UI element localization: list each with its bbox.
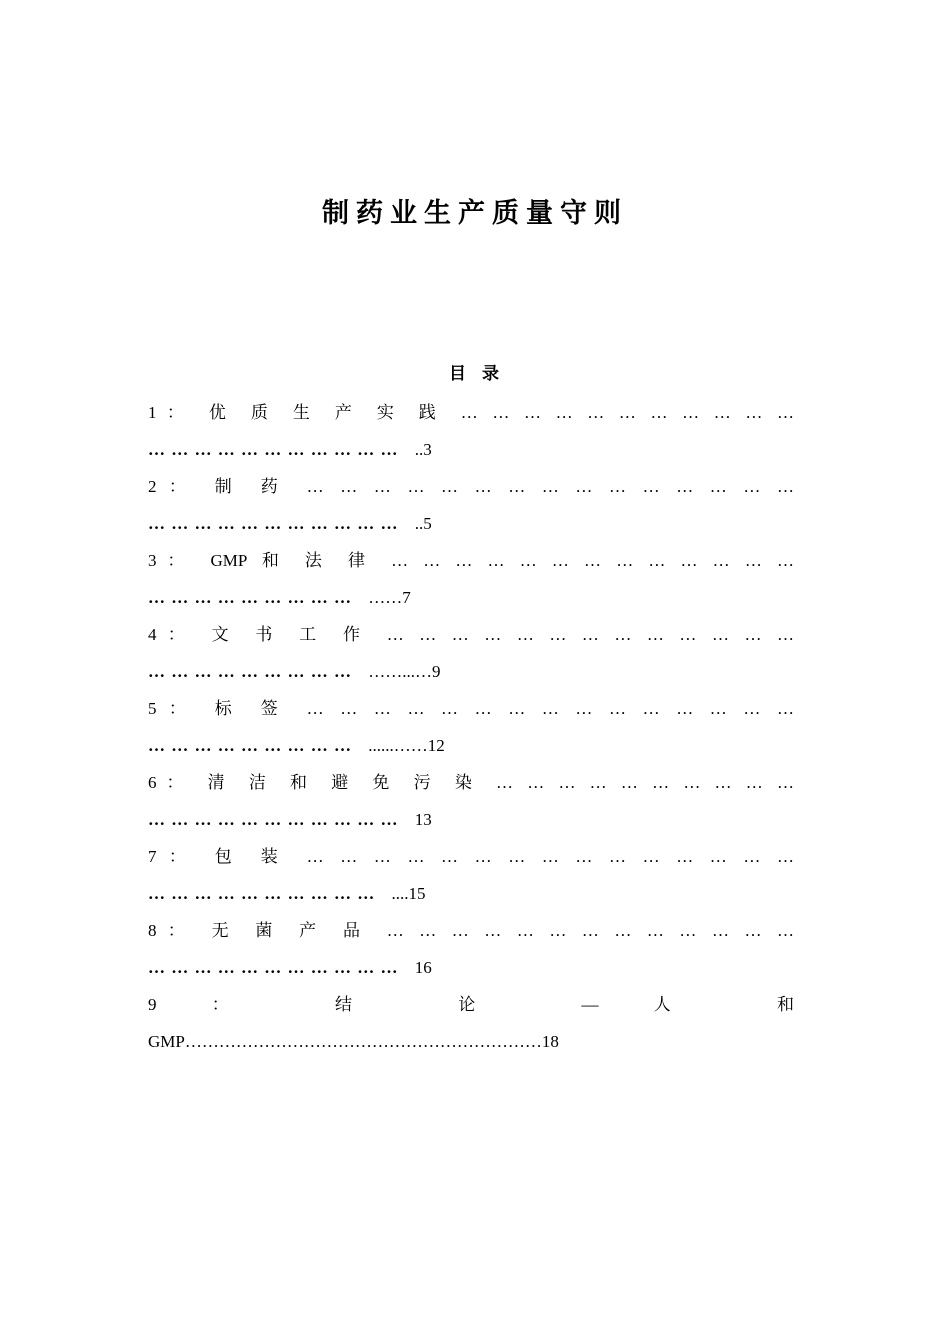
toc-entry-5-line1: 5： 标 签 … … … … … … … … … … … … … … …	[148, 699, 794, 718]
toc-entry-7-line1: 7： 包 装 … … … … … … … … … … … … … … …	[148, 847, 794, 866]
page-number: 13	[414, 810, 432, 829]
toc-entry-9-line2: GMP………………………………………………………18	[148, 1032, 559, 1051]
toc-entry-7-line2	[148, 875, 794, 912]
page-number: ..5	[414, 514, 432, 533]
toc-entry-2-line1: 2： 制 药 … … … … … … … … … … … … … … …	[148, 477, 794, 496]
document-title: 制药业生产质量守则	[322, 198, 628, 229]
page-number: 16	[414, 958, 432, 977]
toc-entry-1-line2	[148, 431, 794, 468]
leader-dots: … … … … … … … … … …	[148, 884, 376, 903]
toc-entry-8-line1: 8： 无 菌 产 品 … … … … … … … … … … … … …	[148, 921, 794, 940]
leader-dots: … … … … … … … … … … …	[148, 810, 399, 829]
toc-entry-6-line2	[148, 801, 794, 838]
page-number: ……7	[368, 588, 411, 607]
leader-dots: … … … … … … … … …	[148, 736, 352, 755]
page-number: ......……12	[368, 736, 445, 755]
table-of-contents	[148, 394, 794, 1060]
page-number: ……...…9	[368, 662, 441, 681]
leader-dots: … … … … … … … … …	[148, 662, 352, 681]
toc-entry-2-line2	[148, 505, 794, 542]
toc-entry-3-line2	[148, 579, 794, 616]
toc-entry-6-line1: 6： 清 洁 和 避 免 污 染 … … … … … … … … … …	[148, 773, 794, 792]
leader-dots: … … … … … … … … … … …	[148, 514, 399, 533]
leader-dots: … … … … … … … … …	[148, 588, 352, 607]
toc-entry-4-line1: 4： 文 书 工 作 … … … … … … … … … … … … …	[148, 625, 794, 644]
leader-dots: … … … … … … … … … … …	[148, 958, 399, 977]
toc-entry-8-line2	[148, 949, 794, 986]
toc-entry-5-line2	[148, 727, 794, 764]
toc-entry-3-line1: 3： GMP 和 法 律 … … … … … … … … … … … … …	[148, 551, 794, 570]
toc-entry-4-line2	[148, 653, 794, 690]
toc-entry-1-line1: 1： 优 质 生 产 实 践 … … … … … … … … … … …	[148, 403, 794, 422]
page-number: ....15	[391, 884, 426, 903]
toc-heading: 目 录	[449, 364, 501, 384]
toc-entry-9-line1: 9 ： 结 论 — 人 和	[148, 995, 794, 1014]
leader-dots: … … … … … … … … … … …	[148, 440, 399, 459]
page-number: ..3	[414, 440, 432, 459]
